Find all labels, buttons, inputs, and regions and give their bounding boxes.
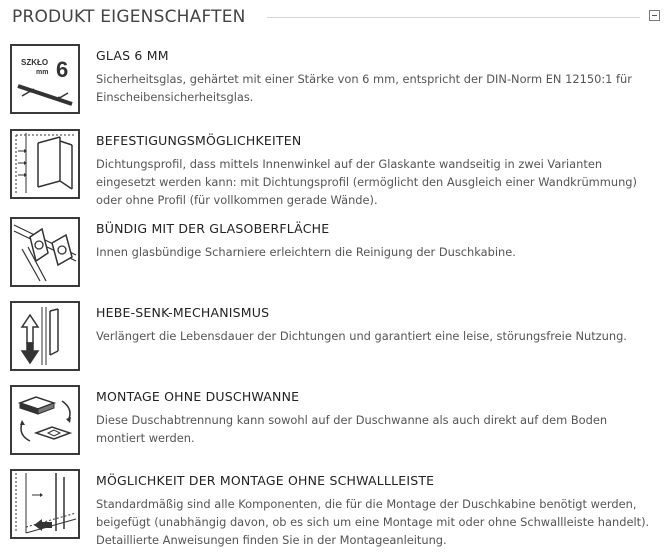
feature-description: Diese Duschabtrennung kann sowohl auf der Duschwanne als auch direkt auf dem Boden montiert werden.	[96, 413, 608, 445]
feature-description: Innen glasbündige Scharniere erleichtern die Reinigung der Duschkabine.	[96, 245, 516, 259]
section-title: PRODUKT EIGENSCHAFTEN	[12, 7, 246, 27]
collapse-toggle-button[interactable]	[649, 10, 660, 21]
feature-description: Sicherheitsglas, gehärtet mit einer Stärke von 6 mm, entspricht der DIN-Norm EN 12150:1 für Einscheibensicherheitsglas.	[96, 72, 632, 104]
glass-icon-number: 6	[56, 57, 69, 82]
feature-title: BEFESTIGUNGSMÖGLICHKEITEN	[96, 133, 302, 148]
no-tray-mounting-icon	[10, 385, 80, 455]
glass-icon-unit: mm	[36, 69, 49, 76]
feature-title: MONTAGE OHNE DUSCHWANNE	[96, 389, 300, 404]
flush-hinge-icon	[10, 217, 80, 287]
mounting-profile-icon	[10, 129, 80, 199]
glass-icon-label: SZKŁO	[21, 58, 49, 67]
no-threshold-icon	[10, 469, 80, 539]
section-header	[0, 0, 668, 36]
feature-title: BÜNDIG MIT DER GLASOBERFLÄCHE	[96, 221, 330, 236]
glass-thickness-icon	[10, 44, 80, 114]
feature-title: HEBE-SENK-MECHANISMUS	[96, 305, 270, 320]
feature-description: Verlängert die Lebensdauer der Dichtungen und garantiert eine leise, störungsfreie Nutzung.	[96, 329, 627, 343]
feature-title: GLAS 6 MM	[96, 48, 169, 63]
header-divider	[267, 17, 640, 18]
feature-description: Dichtungsprofil, dass mittels Innenwinkel auf der Glaskante wandseitig in zwei Varianten eingesetzt werden kann: mit Dichtungsprofil (ermöglicht den Ausgleich einer Wandkrümmung) oder ohne Profil (für vollkommen gerade Wände).	[96, 157, 637, 207]
feature-title: MÖGLICHKEIT DER MONTAGE OHNE SCHWALLLEISTE	[96, 473, 435, 488]
lift-lower-icon	[10, 301, 80, 371]
feature-description: Standardmäßig sind alle Komponenten, die für die Montage der Duschkabine benötigt werden, beigefügt (unabhängig davon, ob es sich um eine Montage mit oder ohne Schwallleiste handelt). Detaillierte Anweisungen finden Sie in der Montageanleitung.	[96, 497, 650, 547]
